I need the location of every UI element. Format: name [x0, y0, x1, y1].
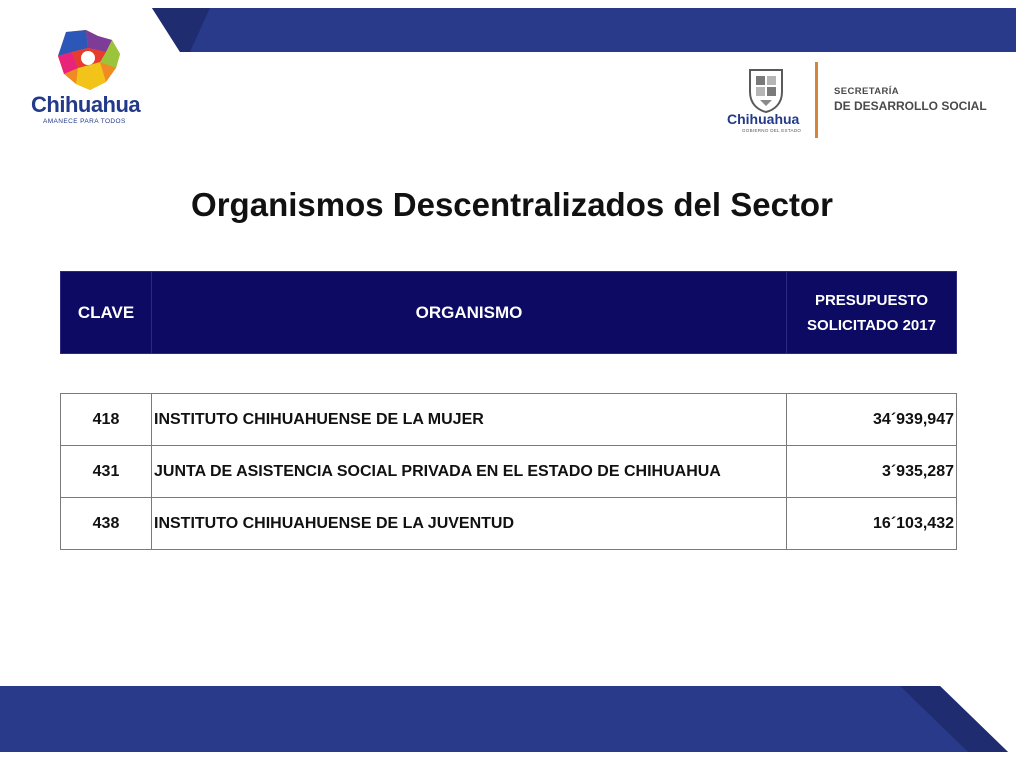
row-organismo: JUNTA DE ASISTENCIA SOCIAL PRIVADA EN EL ESTADO DE CHIHUAHUA	[152, 446, 787, 498]
row-presupuesto: 16´103,432	[787, 498, 957, 550]
secretaria-label: SECRETARÍA	[834, 86, 900, 97]
organismos-table	[60, 393, 957, 550]
row-clave: 418	[61, 394, 152, 446]
table-row	[61, 498, 957, 550]
row-organismo: INSTITUTO CHIHUAHUENSE DE LA MUJER	[152, 394, 787, 446]
row-presupuesto: 34´939,947	[787, 394, 957, 446]
header-clave: CLAVE	[61, 272, 152, 354]
logo-brand-text: Chihuahua	[31, 92, 141, 117]
top-banner-band	[0, 0, 1024, 60]
header-presupuesto-line1: PRESUPUESTO	[814, 291, 929, 309]
row-presupuesto: 3´935,287	[787, 446, 957, 498]
row-clave: 438	[61, 498, 152, 550]
bottom-banner-band	[0, 678, 1024, 768]
table-row	[61, 446, 957, 498]
row-organismo: INSTITUTO CHIHUAHUENSE DE LA JUVENTUD	[152, 498, 787, 550]
seal-brand-text: Chihuahua	[727, 111, 800, 127]
logo-divider	[815, 62, 818, 138]
header-presupuesto	[787, 272, 957, 354]
header-presupuesto-line2: SOLICITADO 2017	[807, 316, 936, 334]
table-row	[61, 394, 957, 446]
row-clave: 431	[61, 446, 152, 498]
table-header	[60, 271, 957, 354]
state-map-logo-icon	[28, 26, 153, 96]
state-seal-icon	[742, 66, 790, 114]
header-organismo: ORGANISMO	[152, 272, 787, 354]
seal-subtitle: GOBIERNO DEL ESTADO	[742, 128, 802, 133]
page-title: Organismos Descentralizados del Sector	[191, 186, 833, 223]
desarrollo-social-label: DE DESARROLLO SOCIAL	[834, 99, 987, 113]
chihuahua-logo	[28, 26, 153, 131]
logo-tagline: AMANECE PARA TODOS	[43, 118, 126, 125]
